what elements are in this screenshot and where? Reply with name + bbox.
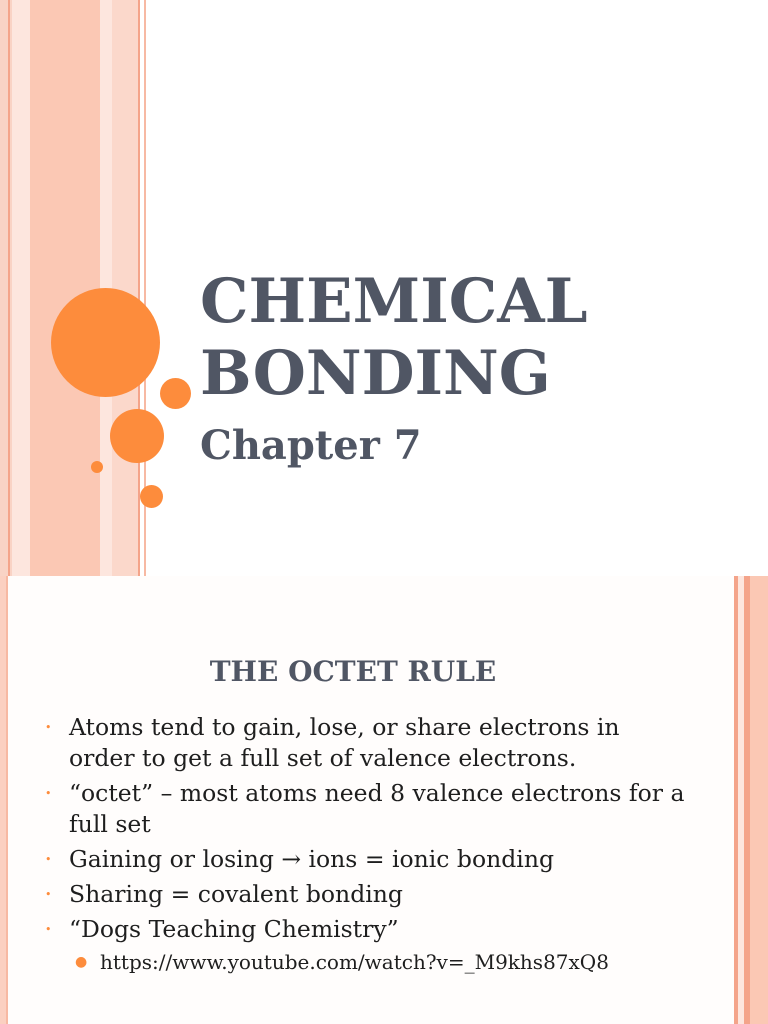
bullet-icon: • [45,721,52,734]
decorative-circle-small [160,378,191,409]
sub-bullet-item [42,949,690,975]
decorative-stripe [750,576,768,1024]
decorative-circle-medium [110,409,164,463]
bullet-text: “octet” – most atoms need 8 valence electrons for a full set [69,779,685,838]
slide-subtitle: Chapter 7 [200,422,422,469]
bullet-icon: • [45,787,52,800]
video-link[interactable]: https://www.youtube.com/watch?v=_M9khs87xQ8 [100,950,609,974]
bullet-list [42,712,692,975]
decorative-circle-tiny [91,461,103,473]
decorative-circle-large [51,288,160,397]
bullet-item [42,778,692,840]
title-line-1: CHEMICAL [200,266,588,337]
decorative-stripe [12,0,30,576]
content-slide [0,576,768,1024]
bullet-text: Gaining or losing → ions = ionic bonding [69,845,554,873]
bullet-item [42,844,692,875]
bullet-text: Atoms tend to gain, lose, or share electrons in order to get a full set of valence electrons. [69,713,620,772]
bullet-text: Sharing = covalent bonding [69,880,403,908]
slide-title [200,266,760,410]
decorative-line [8,0,10,576]
bullet-text: “Dogs Teaching Chemistry” [69,915,399,943]
decorative-line [6,576,8,1024]
bullet-item [42,879,692,910]
title-line-2: BONDING [200,338,551,409]
sub-bullet-icon: ● [75,954,88,970]
bullet-item [42,712,692,774]
bullet-item [42,914,692,945]
bullet-icon: • [45,923,52,936]
decorative-line [138,0,140,576]
decorative-stripe [0,0,12,576]
bullet-icon: • [45,888,52,901]
slide-heading: THE OCTET RULE [209,655,497,688]
bullet-icon: • [45,853,52,866]
decorative-circle-small [140,485,163,508]
decorative-stripe [30,0,100,576]
